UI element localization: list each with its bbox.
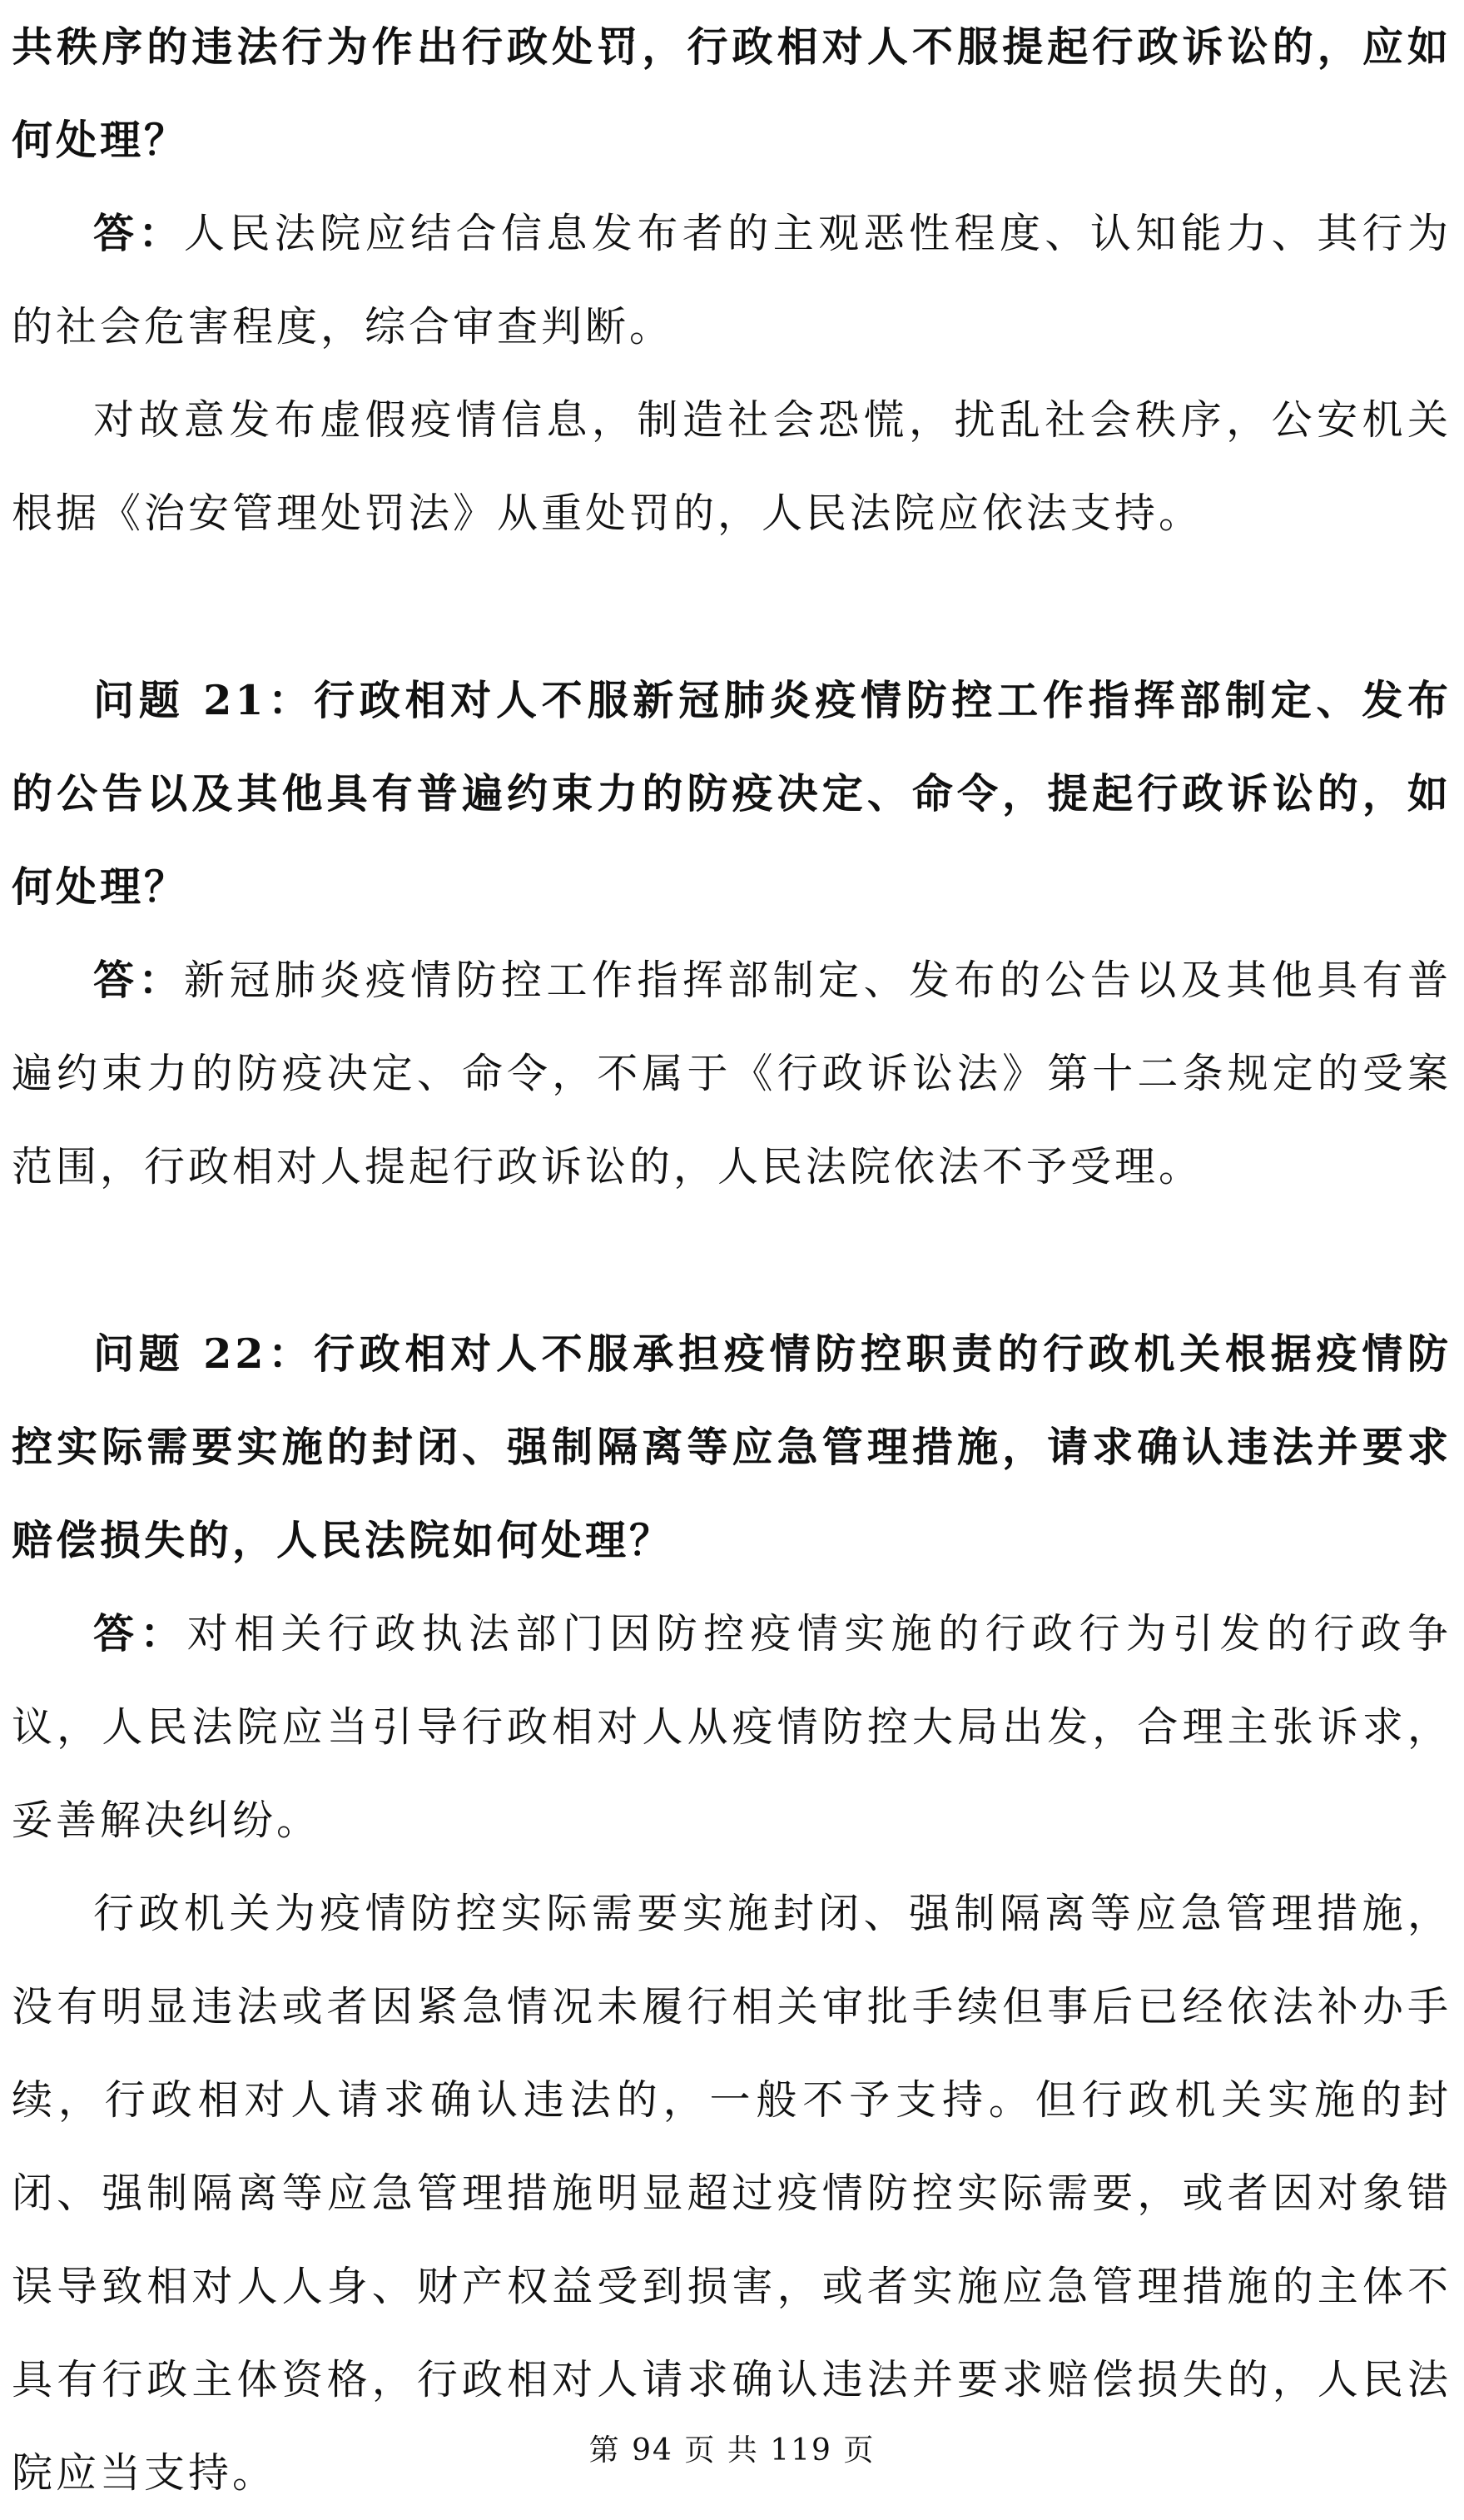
answer-22 <box>12 1587 1452 1867</box>
document-page <box>12 0 1452 2497</box>
answer-20 <box>12 186 1452 374</box>
answer-label: 答： <box>93 956 184 1004</box>
page-number-footer: 第 94 页 共 119 页 <box>588 2433 876 2468</box>
question-21: 问题 21：行政相对人不服新冠肺炎疫情防控工作指挥部制定、发布的公告以及其他具有普遍约束力的防疫决定、命令，提起行政诉讼的，如何处理？ <box>12 676 1452 911</box>
answer-21 <box>12 933 1452 1214</box>
answer-20-paragraph-2: 对故意发布虚假疫情信息，制造社会恐慌，扰乱社会秩序，公安机关根据《治安管理处罚法》从重处罚的，人民法院应依法支持。 <box>12 396 1452 537</box>
answer-22-paragraph-2: 行政机关为疫情防控实际需要实施封闭、强制隔离等应急管理措施，没有明显违法或者因紧急情况未履行相关审批手续但事后已经依法补办手续，行政相对人请求确认违法的，一般不予支持。但行政机关实施的封闭、强制隔离等应急管理措施明显超过疫情防控实际需要，或者因对象错误导致相对人人身、财产权益受到损害，或者实施应急管理措施的主体不具有行政主体资格，行政相对人请求确认违法并要求赔偿损失的，人民法院应当支持。 <box>12 1890 1452 2497</box>
question-20-continuation: 共秩序的违法行为作出行政处罚，行政相对人不服提起行政诉讼的，应如何处理？ <box>12 22 1452 164</box>
paragraph-gap <box>12 560 1452 654</box>
answer-label: 答： <box>93 1609 187 1658</box>
paragraph-gap <box>12 1214 1452 1307</box>
question-22: 问题 22：行政相对人不服承担疫情防控职责的行政机关根据疫情防控实际需要实施的封闭、强制隔离等应急管理措施，请求确认违法并要求赔偿损失的，人民法院如何处理？ <box>12 1330 1452 1564</box>
answer-22-text: 对相关行政执法部门因防控疫情实施的行政行为引发的行政争议，人民法院应当引导行政相对人从疫情防控大局出发，合理主张诉求，妥善解决纠纷。 <box>12 1610 1452 1844</box>
answer-label: 答： <box>93 209 184 257</box>
answer-20-text: 人民法院应结合信息发布者的主观恶性程度、认知能力、其行为的社会危害程度，综合审查判断。 <box>12 210 1452 350</box>
answer-21-text: 新冠肺炎疫情防控工作指挥部制定、发布的公告以及其他具有普遍约束力的防疫决定、命令，不属于《行政诉讼法》第十二条规定的受案范围，行政相对人提起行政诉讼的，人民法院依法不予受理。 <box>12 957 1452 1190</box>
